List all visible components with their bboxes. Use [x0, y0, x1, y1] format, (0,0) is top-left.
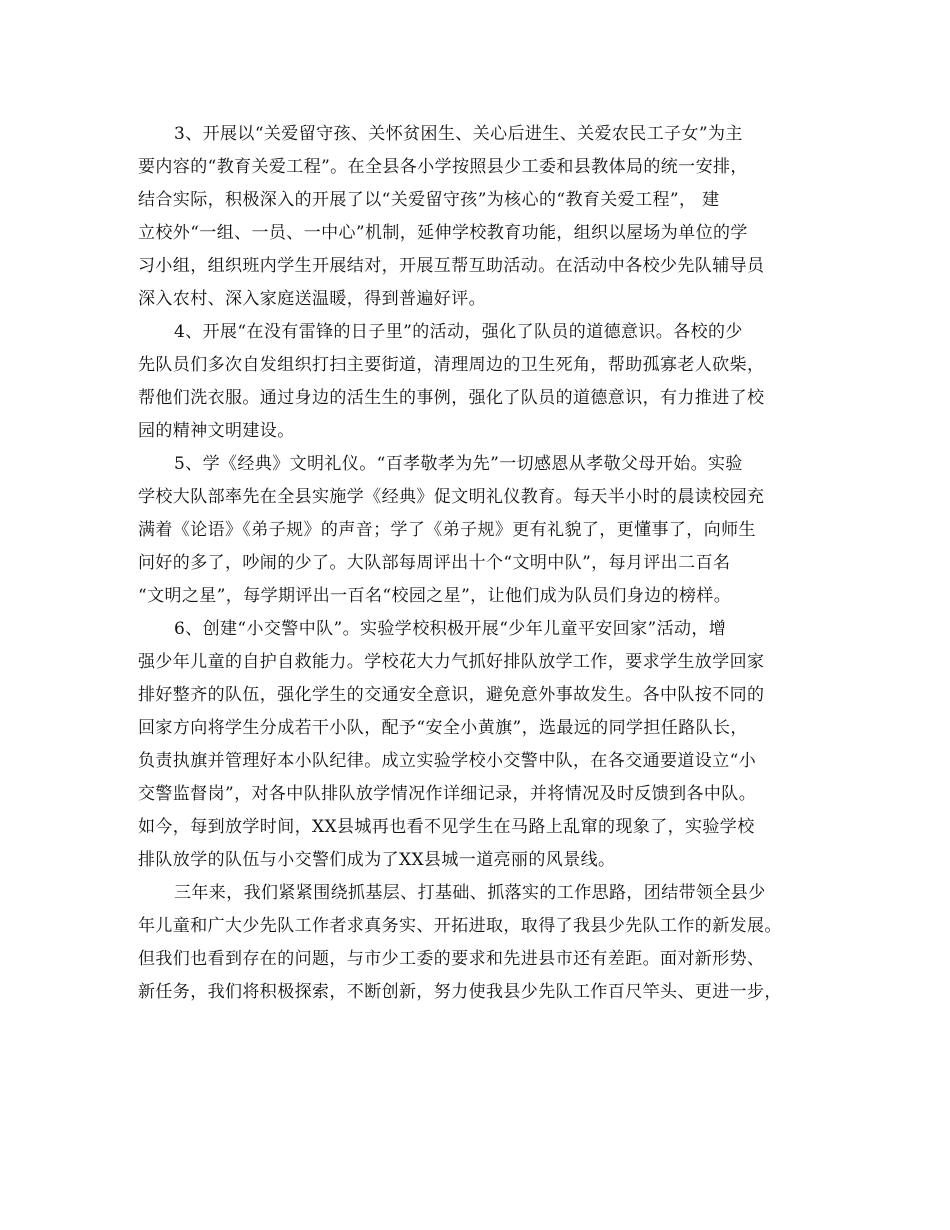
text-line: 帮他们洗衣服。通过身边的活生生的事例，强化了队员的道德意识，有力推进了校 — [138, 388, 765, 408]
paragraph-item-5 — [138, 448, 828, 613]
text-line: 问好的多了，吵闹的少了。大队部每周评出十个“文明中队”，每月评出二百名 — [138, 553, 731, 573]
text-line: 3、开展以“关爱留守孩、关怀贫困生、关心后进生、关爱农民工子女”为主 — [174, 124, 743, 144]
text-line: 园的精神文明建设。 — [138, 421, 295, 441]
text-line: 立校外“一组、一员、一中心”机制，延伸学校教育功能，组织以屋场为单位的学 — [138, 223, 748, 243]
text-line: 回家方向将学生分成若干小队，配予“安全小黄旗”，选最远的同学担任路队长， — [138, 718, 748, 738]
paragraph-summary — [138, 877, 828, 1009]
text-line: 深入农村、深入家庭送温暖，得到普遍好评。 — [138, 289, 486, 309]
text-line: 要内容的“教育关爱工程”。在全县各小学按照县少工委和县教体局的统一安排， — [138, 157, 748, 177]
text-line: 排队放学的队伍与小交警们成为了XX县城一道亮丽的风景线。 — [138, 850, 616, 870]
text-line: 习小组，组织班内学生开展结对，开展互帮互助活动。在活动中各校少先队辅导员 — [138, 256, 765, 276]
text-line: 先队员们多次自发组织打扫主要街道，清理周边的卫生死角，帮助孤寡老人砍柴， — [138, 355, 765, 375]
text-line: 5、学《经典》文明礼仪。“百孝敬孝为先”一切感恩从孝敬父母开始。实验 — [174, 454, 743, 474]
paragraph-item-4 — [138, 316, 828, 448]
text-line: 满着《论语》《弟子规》的声音；学了《弟子规》更有礼貌了，更懂事了，向师生 — [138, 520, 756, 540]
text-line: 学校大队部率先在全县实施学《经典》促文明礼仪教育。每天半小时的晨读校园充 — [138, 487, 765, 507]
text-line: 交警监督岗”，对各中队排队放学情况作详细记录，并将情况及时反馈到各中队。 — [138, 784, 757, 804]
paragraph-item-3 — [138, 118, 828, 316]
document-body — [138, 118, 828, 1009]
text-line: 年儿童和广大少先队工作者求真务实、开拓进取，取得了我县少先队工作的新发展。 — [138, 916, 782, 936]
text-line: 三年来，我们紧紧围绕抓基层、打基础、抓落实的工作思路，团结带领全县少 — [174, 883, 766, 903]
text-line: 负责执旗并管理好本小队纪律。成立实验学校小交警中队，在各交通要道设立“小 — [138, 751, 757, 771]
text-line: 如今，每到放学时间，XX县城再也看不见学生在马路上乱窜的现象了，实验学校 — [138, 817, 755, 837]
text-line: 结合实际，积极深入的开展了以“关爱留守孩”为核心的“教育关爱工程”， 建 — [138, 190, 720, 210]
text-line: 新任务，我们将积极探索，不断创新，努力使我县少先队工作百尺竿头、更进一步， — [138, 982, 782, 1002]
text-line: 排好整齐的队伍，强化学生的交通安全意识，避免意外事故发生。各中队按不同的 — [138, 685, 765, 705]
text-line: 4、开展“在没有雷锋的日子里”的活动，强化了队员的道德意识。各校的少 — [174, 322, 743, 342]
text-line: “文明之星”，每学期评出一百名“校园之星”，让他们成为队员们身边的榜样。 — [138, 586, 732, 606]
text-line: 强少年儿童的自护自救能力。学校花大力气抓好排队放学工作，要求学生放学回家 — [138, 652, 765, 672]
text-line: 6、创建“小交警中队”。实验学校积极开展“少年儿童平安回家”活动，增 — [174, 619, 727, 639]
text-line: 但我们也看到存在的问题，与市少工委的要求和先进县市还有差距。面对新形势、 — [138, 949, 765, 969]
paragraph-item-6 — [138, 613, 828, 877]
